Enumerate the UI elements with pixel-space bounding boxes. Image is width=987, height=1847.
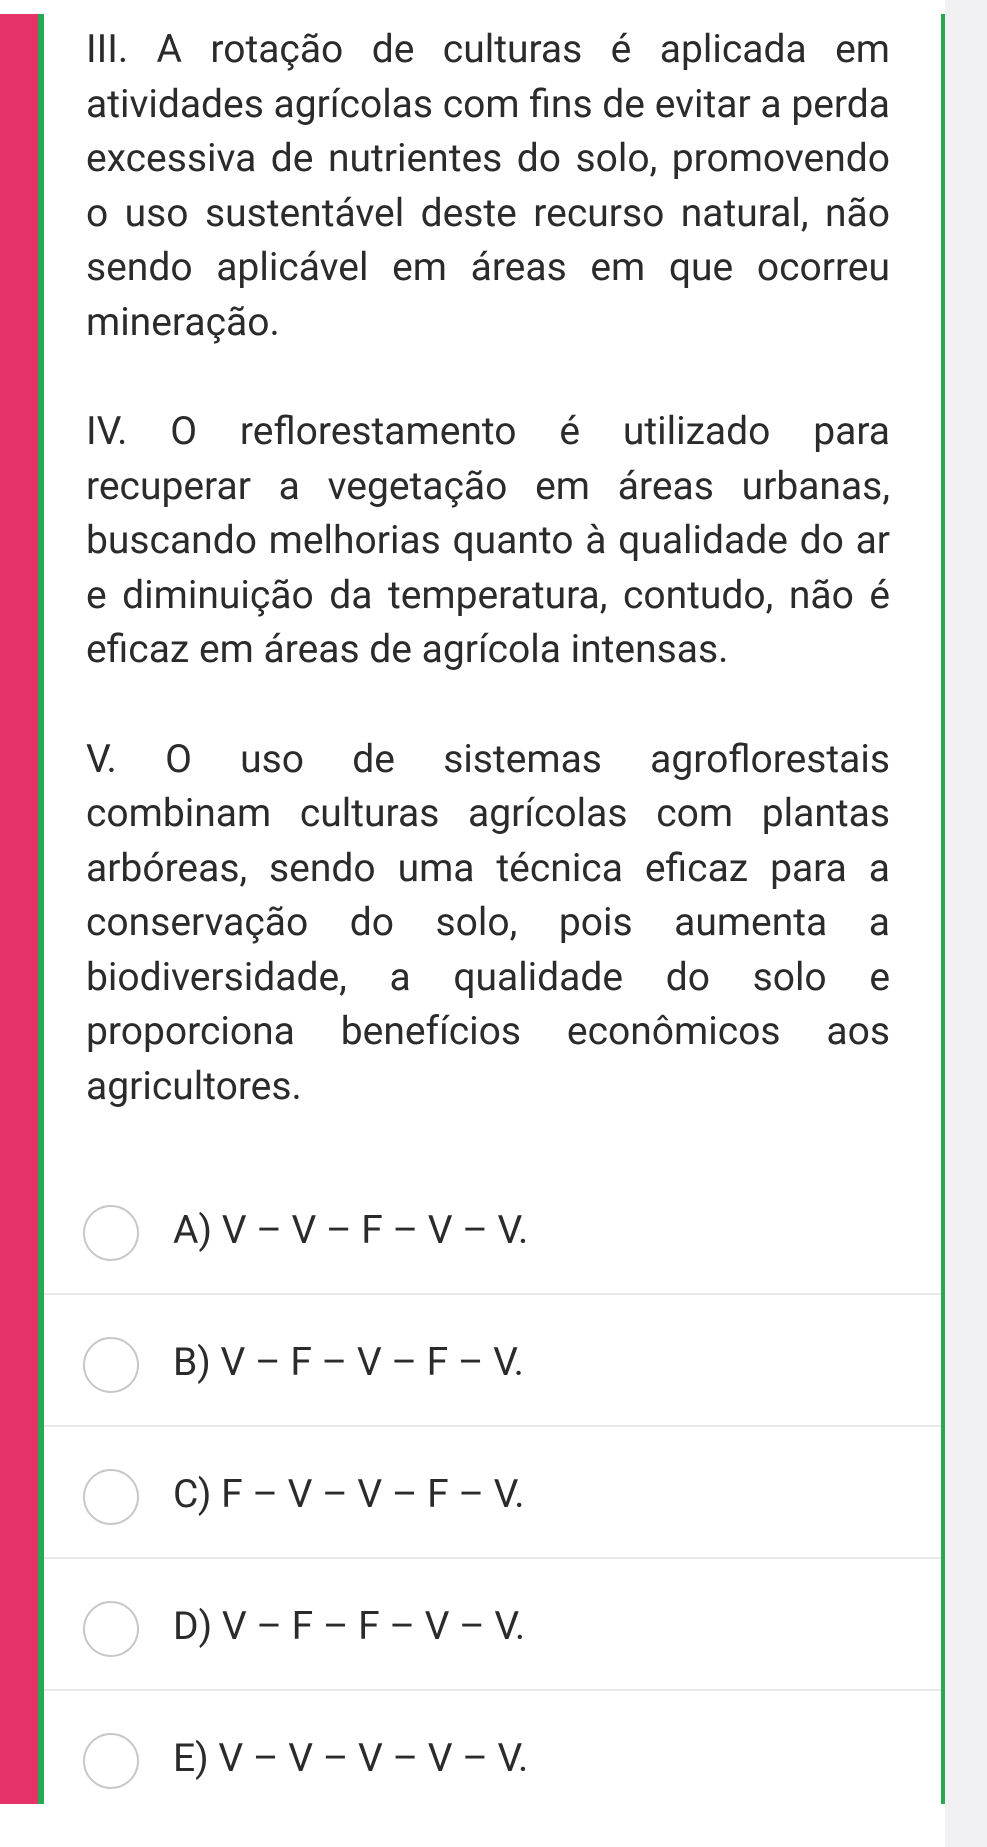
radio-button-c[interactable] <box>83 1469 139 1525</box>
answer-options <box>44 1163 941 1823</box>
radio-button-a[interactable] <box>83 1205 139 1261</box>
statement-iv: IV. O reflorestamento é utilizado para recuperar a vegetação em áreas urbanas, buscando melhorias quanto à qualidade do ar e diminuição da temperatura, contudo, não é eficaz em áreas de agrícola intensas. <box>86 408 890 672</box>
option-a-label: A) V – V – F – V – V. <box>173 1207 529 1253</box>
option-d-label: D) V – F – F – V – V. <box>173 1603 526 1649</box>
radio-button-e[interactable] <box>83 1733 139 1789</box>
card-right-border <box>941 14 945 1804</box>
option-a[interactable] <box>44 1163 941 1295</box>
radio-button-d[interactable] <box>83 1601 139 1657</box>
option-c[interactable] <box>44 1427 941 1559</box>
option-d[interactable] <box>44 1559 941 1691</box>
question-accent-bar <box>0 14 44 1804</box>
page-gutter <box>945 0 987 1847</box>
statement-iii: III. A rotação de culturas é aplicada em atividades agrícolas com fins de evitar a perda excessiva de nutrientes do solo, promovendo o uso sustentável deste recurso natural, não sendo aplicável em áreas em que ocorreu mineração. <box>86 26 890 345</box>
option-e-label: E) V – V – V – V – V. <box>173 1735 529 1781</box>
statement-v: V. O uso de sistemas agroflorestais combinam culturas agrícolas com plantas arbóreas, sendo uma técnica eficaz para a conservação do solo, pois aumenta a biodiversidade, a qualidade do solo e proporciona benefícios econômicos aos agricultores. <box>86 735 890 1109</box>
option-b[interactable] <box>44 1295 941 1427</box>
option-c-label: C) F – V – V – F – V. <box>173 1471 525 1517</box>
option-e[interactable] <box>44 1691 941 1823</box>
radio-button-b[interactable] <box>83 1337 139 1393</box>
option-b-label: B) V – F – V – F – V. <box>173 1339 524 1385</box>
question-statements <box>86 22 890 1168</box>
